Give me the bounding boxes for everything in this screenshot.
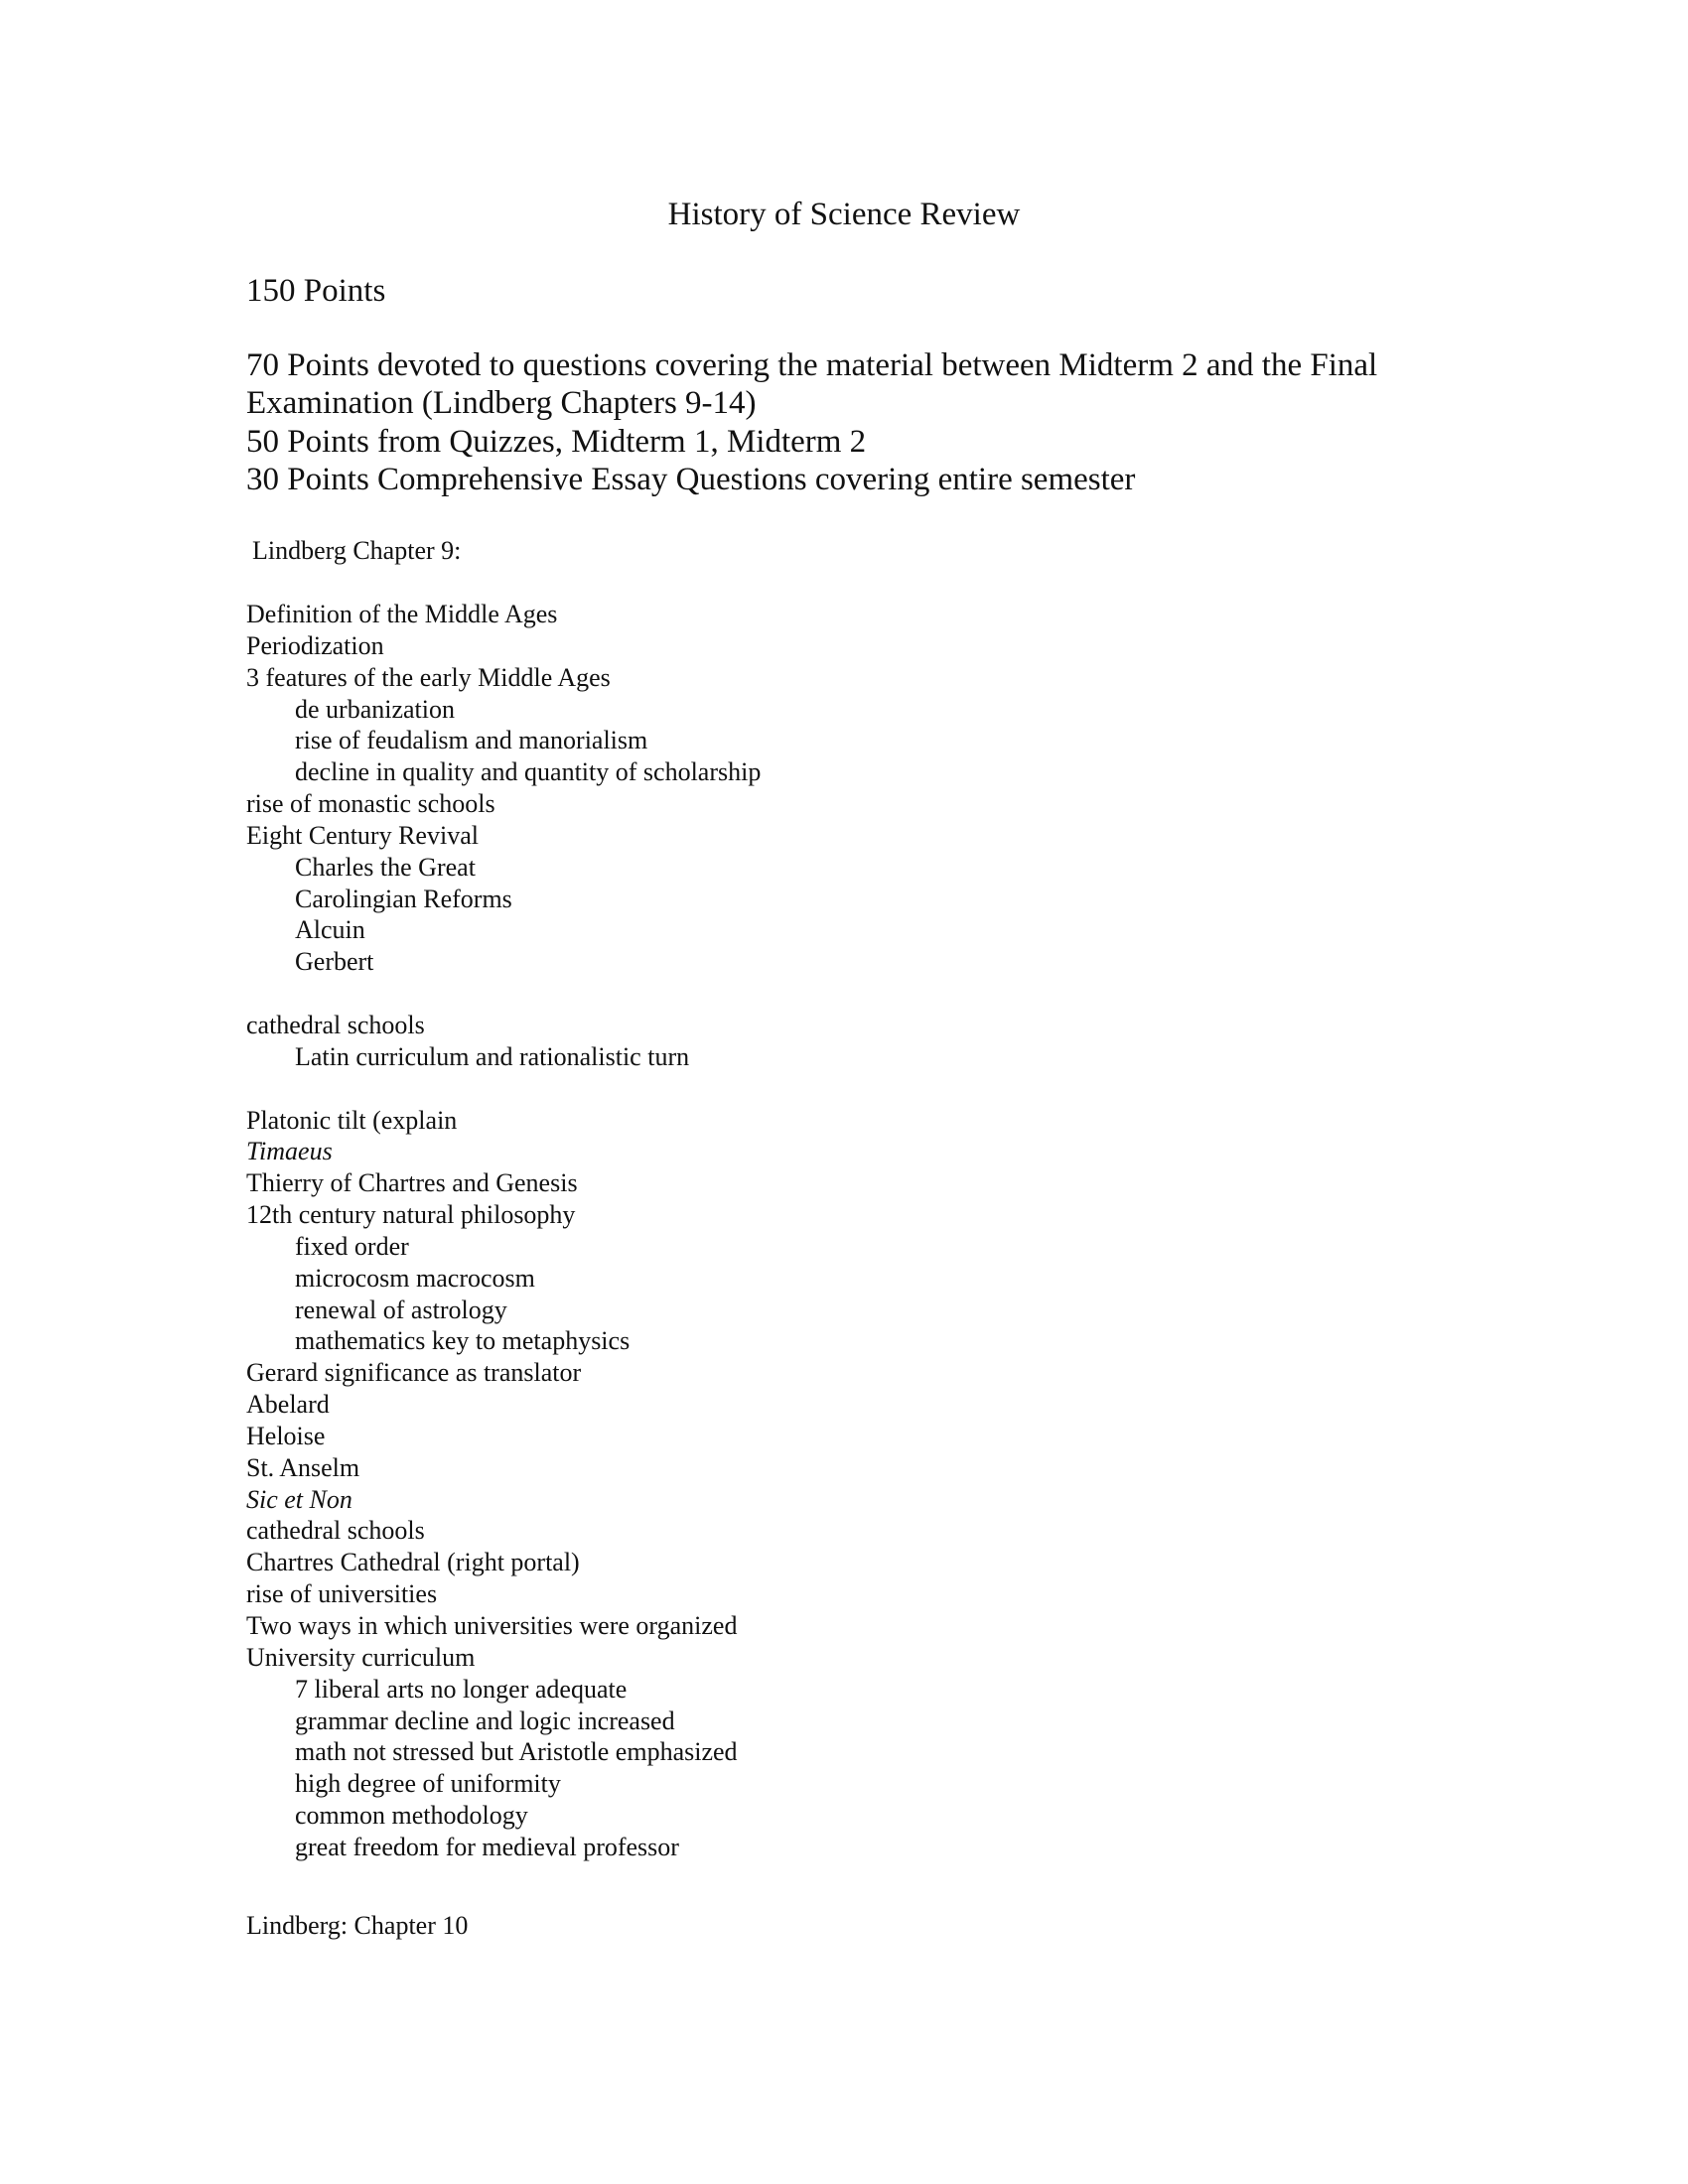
outline-item-text: microcosm macrocosm: [295, 1263, 535, 1293]
outline-item: [246, 662, 761, 694]
outline-item: [246, 820, 761, 852]
outline-subitem: [246, 946, 761, 978]
chapter9-heading: Lindberg Chapter 9:: [252, 536, 462, 565]
outline-item-text: cathedral schools: [246, 1516, 425, 1546]
outline-subitem: [246, 1231, 761, 1263]
outline-item-text: decline in quality and quantity of scholarship: [295, 757, 762, 787]
outline-subitem: [246, 1800, 761, 1832]
outline-item-text: fixed order: [295, 1231, 409, 1261]
outline-item-text: mathematics key to metaphysics: [295, 1326, 631, 1356]
outline-item-text: rise of universities: [246, 1579, 438, 1609]
outline-item: [246, 1199, 761, 1231]
points-distribution: [246, 346, 1377, 499]
distribution-line: Examination (Lindberg Chapters 9-14): [246, 385, 757, 422]
outline-item-text: Abelard: [246, 1390, 330, 1420]
outline-item-text: renewal of astrology: [295, 1295, 507, 1324]
outline-item-text: de urbanization: [295, 694, 455, 724]
outline-item: [246, 1610, 761, 1642]
outline-item-text: rise of feudalism and manorialism: [295, 726, 648, 755]
outline-item-text: grammar decline and logic increased: [295, 1706, 675, 1735]
outline-subitem: [246, 1263, 761, 1295]
outline-subitem: [246, 725, 761, 756]
outline-item-text: common methodology: [295, 1801, 528, 1831]
outline-item-text: Chartres Cathedral (right portal): [246, 1548, 580, 1577]
page-title: History of Science Review: [667, 197, 1021, 232]
outline-item-text: Definition of the Middle Ages: [246, 600, 558, 628]
outline-subitem: [246, 1706, 761, 1737]
outline-subitem: [246, 1674, 761, 1706]
distribution-line: 30 Points Comprehensive Essay Questions covering entire semester: [246, 462, 1136, 498]
outline-item: [246, 1105, 761, 1137]
outline-subitem: [246, 1832, 761, 1863]
outline-subitem: [246, 1041, 761, 1073]
outline-item: [246, 1578, 761, 1610]
outline-item-text: St. Anselm: [246, 1452, 360, 1482]
outline-item: [246, 1452, 761, 1484]
outline-item-text: Sic et Non: [246, 1484, 352, 1514]
blank-line: [246, 978, 761, 1010]
outline-item: [246, 1642, 761, 1674]
outline-item: [246, 1484, 761, 1516]
review-outline: [246, 599, 761, 1863]
blank-line: [246, 1073, 761, 1105]
outline-item-text: Timaeus: [246, 1137, 333, 1166]
outline-subitem: [246, 1325, 761, 1357]
outline-item: [246, 1389, 761, 1421]
outline-item-text: Gerard significance as translator: [246, 1358, 582, 1388]
outline-item-text: great freedom for medieval professor: [295, 1832, 679, 1861]
outline-subitem: [246, 1736, 761, 1768]
outline-item: [246, 1515, 761, 1547]
outline-item-text: rise of monastic schools: [246, 789, 495, 819]
outline-item: [246, 630, 761, 662]
outline-item-text: Eight Century Revival: [246, 820, 479, 850]
outline-item: [246, 1167, 761, 1199]
outline-item-text: Alcuin: [295, 915, 365, 945]
outline-item-text: Platonic tilt (explain: [246, 1105, 458, 1135]
outline-subitem: [246, 884, 761, 915]
outline-item-text: 3 features of the early Middle Ages: [246, 662, 611, 692]
outline-item: [246, 788, 761, 820]
outline-item-text: Heloise: [246, 1421, 326, 1450]
outline-item-text: math not stressed but Aristotle emphasized: [295, 1737, 738, 1767]
outline-subitem: [246, 756, 761, 788]
outline-item-text: Periodization: [246, 630, 384, 660]
outline-item: [246, 1547, 761, 1578]
distribution-line: 50 Points from Quizzes, Midterm 1, Midterm 2: [246, 423, 867, 460]
outline-item-text: 12th century natural philosophy: [246, 1200, 576, 1230]
total-points: 150 Points: [246, 273, 386, 309]
outline-item-text: Latin curriculum and rationalistic turn: [295, 1041, 690, 1071]
outline-subitem: [246, 852, 761, 884]
outline-item: [246, 599, 761, 630]
distribution-line: 70 Points devoted to questions covering the material between Midterm 2 and the Final: [246, 347, 1378, 383]
outline-item-text: University curriculum: [246, 1642, 476, 1672]
chapter10-heading: Lindberg: Chapter 10: [246, 1911, 469, 1940]
outline-item-text: Two ways in which universities were organized: [246, 1611, 738, 1640]
outline-subitem: [246, 914, 761, 946]
outline-item-text: Carolingian Reforms: [295, 884, 512, 913]
outline-subitem: [246, 1295, 761, 1326]
outline-item-text: Thierry of Chartres and Genesis: [246, 1168, 578, 1198]
outline-item: [246, 1010, 761, 1041]
outline-item: [246, 1136, 761, 1167]
outline-subitem: [246, 694, 761, 726]
outline-item-text: high degree of uniformity: [295, 1769, 561, 1799]
outline-subitem: [246, 1768, 761, 1800]
outline-item-text: Charles the Great: [295, 852, 476, 882]
outline-item: [246, 1421, 761, 1452]
outline-item-text: Gerbert: [295, 947, 374, 977]
outline-item: [246, 1357, 761, 1389]
outline-item-text: cathedral schools: [246, 1010, 425, 1039]
outline-item-text: 7 liberal arts no longer adequate: [295, 1674, 628, 1704]
